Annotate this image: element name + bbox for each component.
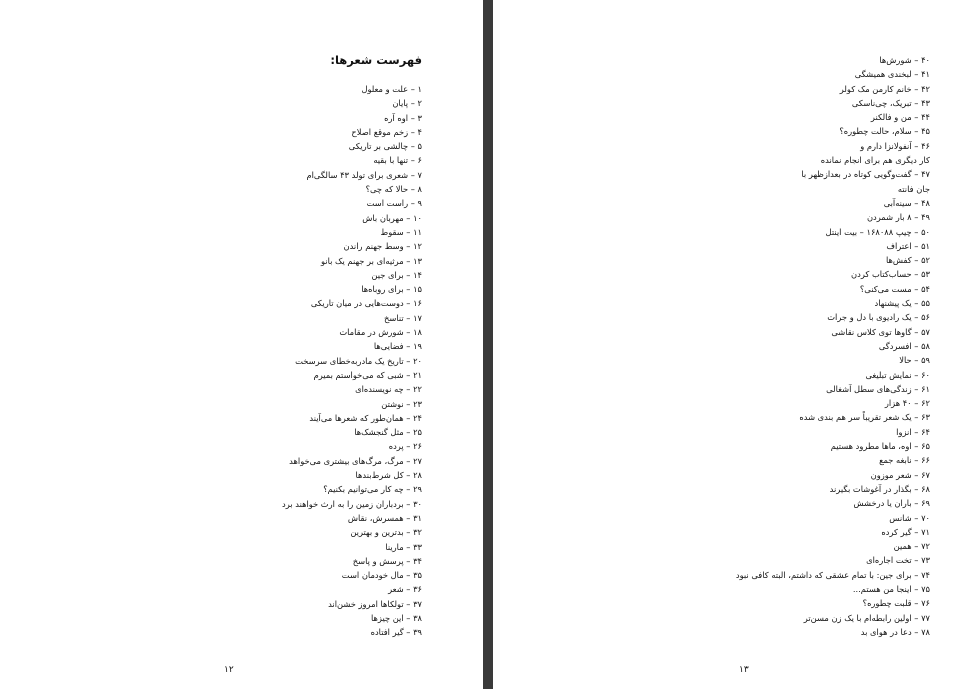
left-page-number: ۱۲ — [224, 665, 234, 675]
poem-list-item: ۵۹ – حالا — [899, 355, 930, 366]
poem-list-item: ۶۰ – نمایش تبلیغی — [865, 369, 930, 380]
poem-list-item: ۱۱ – سقوط — [380, 226, 422, 237]
right-page — [493, 0, 975, 689]
poem-list-item: ۱۲ – وسط جهنم راندن — [343, 241, 422, 252]
poem-list-item: ۲۱ – شبی که می‌خواستم بمیرم — [313, 369, 422, 380]
poem-list-item: ۴۱ – لبخندی همیشگی — [854, 69, 930, 80]
right-page-number: ۱۳ — [739, 665, 749, 675]
poem-list-item: ۱۴ – برای جین — [371, 269, 422, 280]
poem-list-item: ۶۸ – بگذار در آغوشات بگیرند — [829, 483, 930, 494]
poem-list-item: ۱۵ – برای روباه‌ها — [361, 284, 422, 295]
poem-list-item: ۴۸ – سینه‌آبی — [883, 197, 930, 208]
poem-list-item: ۲ – پایان — [392, 98, 422, 109]
right-poem-list — [736, 53, 930, 639]
poem-list-item: ۶۷ – شعر موزون — [870, 469, 930, 480]
poem-list-item: ۴۶ – آنفولانزا دارم و — [860, 140, 930, 151]
poem-list-item: ۷ – شعری برای تولد ۴۳ سالگی‌ام — [306, 169, 422, 180]
poem-list-item: ۲۸ – کل شرط‌بندها — [355, 470, 422, 481]
poem-list-item: ۴۰ – شورش‌ها — [879, 55, 930, 65]
poem-list-item: ۷۶ – قلبت چطوره؟ — [862, 598, 930, 609]
poem-list-item: ۴۳ – تبریک، چی‌ناسکی — [851, 97, 930, 108]
poem-list-item: ۷۰ – شانس — [889, 512, 930, 523]
poem-list-item: ۶۳ – یک شعر تقریباً سر هم بندی شده — [799, 412, 930, 423]
poem-list-item: ۴۹ – ۸ بار شمردن — [866, 212, 930, 223]
poem-list-item: ۷۵ – اینجا من هستم... — [852, 583, 930, 594]
poem-list-item: ۳۰ – بردباران زمین را به ارث خواهند برد — [282, 498, 422, 509]
poem-list-item: ۲۲ – چه نویسنده‌ای — [355, 384, 422, 395]
toc-title: فهرست شعرها: — [330, 53, 422, 67]
poem-list-item: ۳۸ – این چیزها — [370, 612, 422, 623]
poem-list-item: ۲۵ – مثل گنجشک‌ها — [354, 427, 422, 438]
poem-list-item: ۵۲ – کفش‌ها — [886, 255, 930, 266]
poem-list-item: ۶ – تنها با بقیه — [373, 155, 422, 166]
poem-list-item: ۴۴ – من و فالکنر — [870, 112, 930, 123]
poem-list-item: ۷۳ – تخت اجاره‌ای — [866, 555, 930, 566]
poem-list-item: ۶۹ – باران یا درخشش — [853, 498, 930, 509]
left-page — [0, 0, 483, 689]
poem-list-item: ۵۳ – حساب‌کتاب کردن — [851, 269, 930, 280]
poem-list-item: ۲۰ – تاریخ یک مادربه‌خطای سرسخت — [295, 355, 422, 366]
poem-list-item: ۴۲ – خانم کارمن مک کولر — [839, 83, 930, 94]
poem-list-item: ۶۵ – اوه، ماها مطرود هستیم — [830, 441, 930, 452]
poem-list-item: جان فانته — [897, 183, 930, 194]
book-spine-divider — [483, 0, 493, 689]
poem-list-item: ۲۹ – چه کار می‌توانیم بکنیم؟ — [323, 484, 422, 495]
poem-list-item: ۳۱ – همسرش، نقاش — [347, 512, 422, 523]
poem-list-item: ۵ – چالشی بر تاریکی — [348, 141, 422, 152]
poem-list-item: ۶۶ – نابغه جمع — [879, 455, 930, 466]
poem-list-item: ۵۱ – اعتراف — [886, 240, 930, 251]
poem-list-item: ۳۹ – گیر افتاده — [370, 627, 422, 638]
poem-list-item: ۷۴ – برای جین: با تمام عشقی که داشتم، البته کافی نبود — [735, 569, 930, 580]
poem-list-item: ۵۰ – چیپ ۱۶۸۰۸۸ – بیت اینتل — [825, 226, 930, 237]
poem-list-item: ۱ – علت و معلول — [361, 84, 422, 94]
poem-list-item: ۴۵ – سلام، حالت چطوره؟ — [839, 126, 930, 137]
poem-list-item: ۲۷ – مرگ، مرگ‌های بیشتری می‌خواهد — [289, 455, 422, 466]
poem-list-item: ۱۹ – فضایی‌ها — [373, 341, 422, 352]
poem-list-item: ۴ – زخم موقع اصلاح — [351, 126, 422, 137]
poem-list-item: ۴۷ – گفت‌وگویی کوتاه در بعدازظهر با — [801, 169, 930, 180]
poem-list-item: کار دیگری هم برای انجام نمانده — [820, 155, 930, 166]
poem-list-item: ۶۲ – ۴۰ هزار — [884, 398, 930, 409]
poem-list-item: ۶۴ – انزوا — [896, 426, 930, 437]
left-poem-list — [282, 82, 422, 640]
poem-list-item: ۲۴ – همان‌طور که شعرها می‌آیند — [309, 412, 422, 423]
poem-list-item: ۳ – اوه آره — [384, 112, 422, 123]
poem-list-item: ۵۶ – یک رادیوی با دل و جرات — [827, 312, 930, 323]
poem-list-item: ۱۰ – مهربان باش — [362, 212, 422, 223]
poem-list-item: ۷۱ – گیر کرده — [881, 526, 930, 537]
poem-list-item: ۷۸ – دعا در هوای بد — [860, 626, 930, 637]
poem-list-item: ۵۸ – افسردگی — [878, 340, 930, 351]
poem-list-item: ۵۵ – یک پیشنهاد — [874, 298, 930, 309]
poem-list-item: ۳۳ – مارینا — [385, 541, 422, 552]
poem-list-item: ۵۴ – مست می‌کنی؟ — [859, 283, 930, 294]
poem-list-item: ۷۷ – اولین رابطه‌ام با یک زن مسن‌تر — [803, 612, 930, 623]
poem-list-item: ۷۲ – همین — [893, 541, 930, 552]
poem-list-item: ۸ – حالا که چی؟ — [365, 184, 422, 195]
poem-list-item: ۳۴ – پرسش و پاسخ — [352, 555, 422, 566]
poem-list-item: ۳۶ – شعر — [388, 584, 422, 595]
poem-list-item: ۱۷ – تناسخ — [384, 312, 422, 323]
poem-list-item: ۹ – راست است — [366, 198, 422, 209]
poem-list-item: ۲۳ – نوشتن — [381, 398, 422, 409]
poem-list-item: ۱۶ – دوست‌هایی در میان تاریکی — [310, 298, 422, 309]
poem-list-item: ۱۸ – شورش در مقامات — [339, 327, 422, 338]
poem-list-item: ۵۷ – گاوها توی کلاس نقاشی — [831, 326, 930, 337]
poem-list-item: ۳۵ – مال خودمان است — [341, 570, 422, 581]
poem-list-item: ۳۷ – تولکاها امروز خشن‌اند — [328, 598, 422, 609]
poem-list-item: ۲۶ – پرده — [388, 441, 422, 452]
poem-list-item: ۱۳ – مرثیه‌ای بر جهنم یک بانو — [320, 255, 422, 266]
poem-list-item: ۳۲ – بدترین و بهترین — [350, 527, 422, 538]
poem-list-item: ۶۱ – زندگی‌های سطل آشغالی — [826, 383, 930, 394]
